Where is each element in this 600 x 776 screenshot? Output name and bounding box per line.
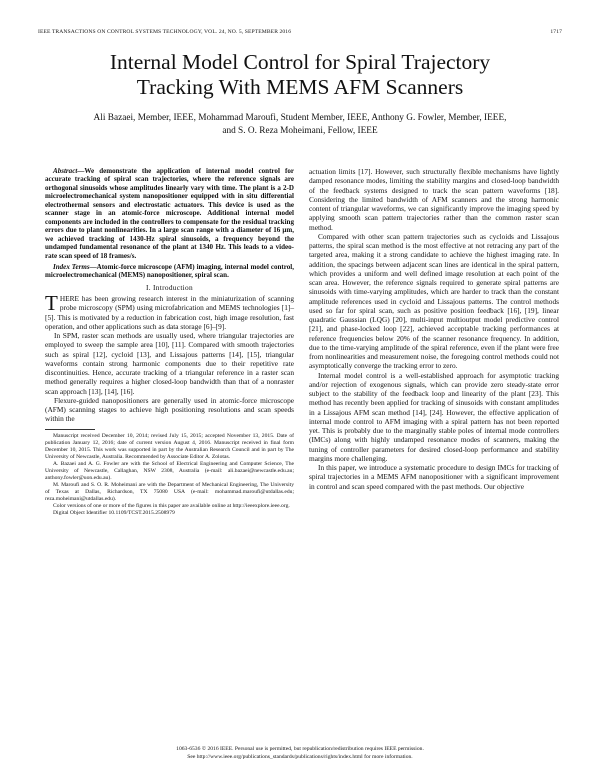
author-list bbox=[40, 112, 560, 137]
right-paragraph-3: Internal model control is a well-established approach for asymptotic tracking and/or rejection of exogenous signals, which can provide zero steady-state error subject to the stability of the feedback loop and linearity of the plant [23]. This method has recently been applied for tracking of sinusoids with constant amplitudes in a Lissajous AFM scan method [14], [24]. However, the effective application of internal mode control to AFM imaging with a spiral pattern has not been reported yet. This is probably due to the marginally stable poles of internal mode controllers (IMCs) along with highly undamped resonance modes of scanners, making the tuning of controller parameters for desired closed-loop performance and stability margins more challenging. bbox=[309, 370, 559, 463]
title-line-2: Tracking With MEMS AFM Scanners bbox=[136, 75, 464, 99]
copyright-line: 1063-6536 © 2016 IEEE. Personal use is permitted, but republication/redistribution requires IEEE permission. bbox=[176, 746, 424, 752]
page-number: 1717 bbox=[550, 29, 562, 35]
intro-paragraph-1-text: HERE has been growing research interest in the miniaturization of scanning probe microscopy (SPM) using microfabrication and MEMS technologies [1]–[5]. This is motivated by a reduction in fabrication cost, high image resolution, fast operation, and other applications such as data storage [6]–[9]. bbox=[45, 294, 294, 331]
index-terms-label: Index Terms bbox=[53, 262, 90, 271]
abstract-text: —We demonstrate the application of internal model control for accurate tracking of spiral scan trajectories, where the reference signals are orthogonal sinusoids whose amplitudes linearly vary with time. The plant is a 2-D microelectromechanical system nanopositioner equipped with in situ differential electrothermal sensors and electrostatic actuators. This device is used as the scanner stage in an atomic-force microscope. Additional internal model components are included in the controllers to compensate for the residual tracking errors due to plant nonlinearities. In a large scan range with a diameter of 16 μm, we achieved tracking of 1430-Hz spiral sinusoids, a frequency beyond the undamped fundamental resonance of the plant at 1340 Hz. This leads to a video-rate scan speed of 18 frames/s. bbox=[45, 167, 294, 260]
intro-paragraph-2: In SPM, raster scan methods are usually used, where triangular trajectories are employed to sweep the sample area [10], [11]. Compared with smooth trajectories such as spiral [12], cycloid [13], and Lissajous patterns [14], [15], triangular waveforms contain strong harmonic components due to their repetitive rate discontinuities. Hence, accurate tracking of a triangular reference in a raster scan method generally requires a higher closed-loop bandwidth than that of a nonraster scan approach [13], [14], [16]. bbox=[45, 331, 294, 396]
right-paragraph-2: Compared with other scan pattern trajectories such as cycloids and Lissajous patterns, the spiral scan method is the most effective at not retracing any part of the targeted area, making it a strong candidate to achieve the highest imaging rate. In addition, the spacings between adjacent scan lines are identical in the spiral pattern, which provides a uniform and well defined image resolution at each point of the scan area. However, the reference signals required to generate spiral patterns are sinusoids with time-varying amplitudes, which are harder to track than the constant amplitude references used in cycloid and Lissajous patterns. The control methods used so far for spiral scan, such as positive position feedback [16], [19], linear quadratic Gaussian (LQG) [20], multi-input multioutput model predictive control [21], and phase-locked loop [22], achieved acceptable tracking performances at reference frequencies below 20% of the scanner resonance frequency. In addition, due to the time-varying amplitude of the spiral reference, even if the plant were free from nonlinearities and measurement noise, the foregoing control methods could not asymptotically converge the tracking error to zero. bbox=[309, 231, 559, 371]
footnote-doi: Digital Object Identifier 10.1109/TCST.2015.2508979 bbox=[53, 510, 175, 517]
copyright-footer bbox=[30, 746, 570, 761]
footnote-manuscript: Manuscript received December 10, 2014; revised July 15, 2015; accepted November 13, 2015. Date of publication January 12, 2016; date of current version August 4, 2016. Manuscript received in final form December 10, 2015. This work was supported in part by the Australian Research Council and in part by The University of Newcastle, Australia. Recommended by Associate Editor A. Zolotas. bbox=[45, 432, 294, 460]
index-terms bbox=[45, 263, 294, 280]
intro-paragraph-1 bbox=[45, 291, 294, 331]
footnote-affiliation-2: M. Maroufi and S. O. R. Moheimani are with the Department of Mechanical Engineering, The University of Texas at Dallas, Richardson, TX 75080 USA (e-mail: mohammad.maroufi@utdallas.edu; reza.moheimani@utdallas.edu). bbox=[45, 481, 294, 503]
right-paragraph-1: actuation limits [17]. However, such structurally flexible mechanisms have lightly damped resonance modes, limiting the stability margins and closed-loop bandwidth of the feedback systems designed to track the scan pattern waveforms [18]. Considering the limited bandwidth of AFM scanners and the strong harmonic content of triangular waveforms, we can significantly improve the imaging speed by applying smooth scan pattern trajectories rather than the common raster scan method. bbox=[309, 167, 559, 232]
abstract bbox=[45, 167, 294, 260]
right-column bbox=[309, 167, 559, 491]
drop-cap: T bbox=[45, 291, 58, 316]
authors-line-1: Ali Bazaei, Member, IEEE, Mohammad Maroufi, Student Member, IEEE, Anthony G. Fowler, Member, IEEE, bbox=[93, 113, 507, 123]
authors-line-2: and S. O. Reza Moheimani, Fellow, IEEE bbox=[222, 125, 378, 136]
section-heading-introduction: I. Introduction bbox=[146, 282, 193, 292]
footnote-color-versions: Color versions of one or more of the figures in this paper are available online at http://ieeexplore.ieee.org. bbox=[53, 503, 290, 510]
intro-paragraph-3: Flexure-guided nanopositioners are generally used in atomic-force microscope (AFM) scanning stages to achieve high positioning resolutions and scan speeds within the bbox=[45, 395, 294, 424]
index-terms-text: —Atomic-force microscope (AFM) imaging, internal model control, microelectromechanical (MEMS) nanopositioner, spiral scan. bbox=[45, 262, 295, 280]
abstract-label: Abstract bbox=[53, 167, 78, 175]
journal-name: IEEE TRANSACTIONS ON CONTROL SYSTEMS TECHNOLOGY, VOL. 24, NO. 5, SEPTEMBER 2016 bbox=[38, 29, 292, 35]
footnote-divider bbox=[45, 429, 95, 430]
paper-title bbox=[30, 50, 570, 100]
footnote-affiliation-1: A. Bazaei and A. G. Fowler are with the School of Electrical Engineering and Computer Science, The University of Newcastle, Callaghan, NSW 2308, Australia (e-mail: ali.bazaei@newcastle.edu.au; anthony.fowler@uon.edu.au). bbox=[45, 460, 294, 481]
right-paragraph-4: In this paper, we introduce a systematic procedure to design IMCs for tracking of spiral trajectories in a MEMS AFM nanopositioner with a significant improvement in control and scan speed compared with the past methods. Our objective bbox=[309, 463, 559, 491]
running-header bbox=[38, 29, 562, 39]
left-column bbox=[45, 167, 294, 517]
title-line-1: Internal Model Control for Spiral Trajectory bbox=[109, 50, 491, 74]
footnotes bbox=[45, 433, 294, 518]
rights-link-line: See http://www.ieee.org/publications_standards/publications/rights/index.html for more information. bbox=[187, 753, 413, 760]
